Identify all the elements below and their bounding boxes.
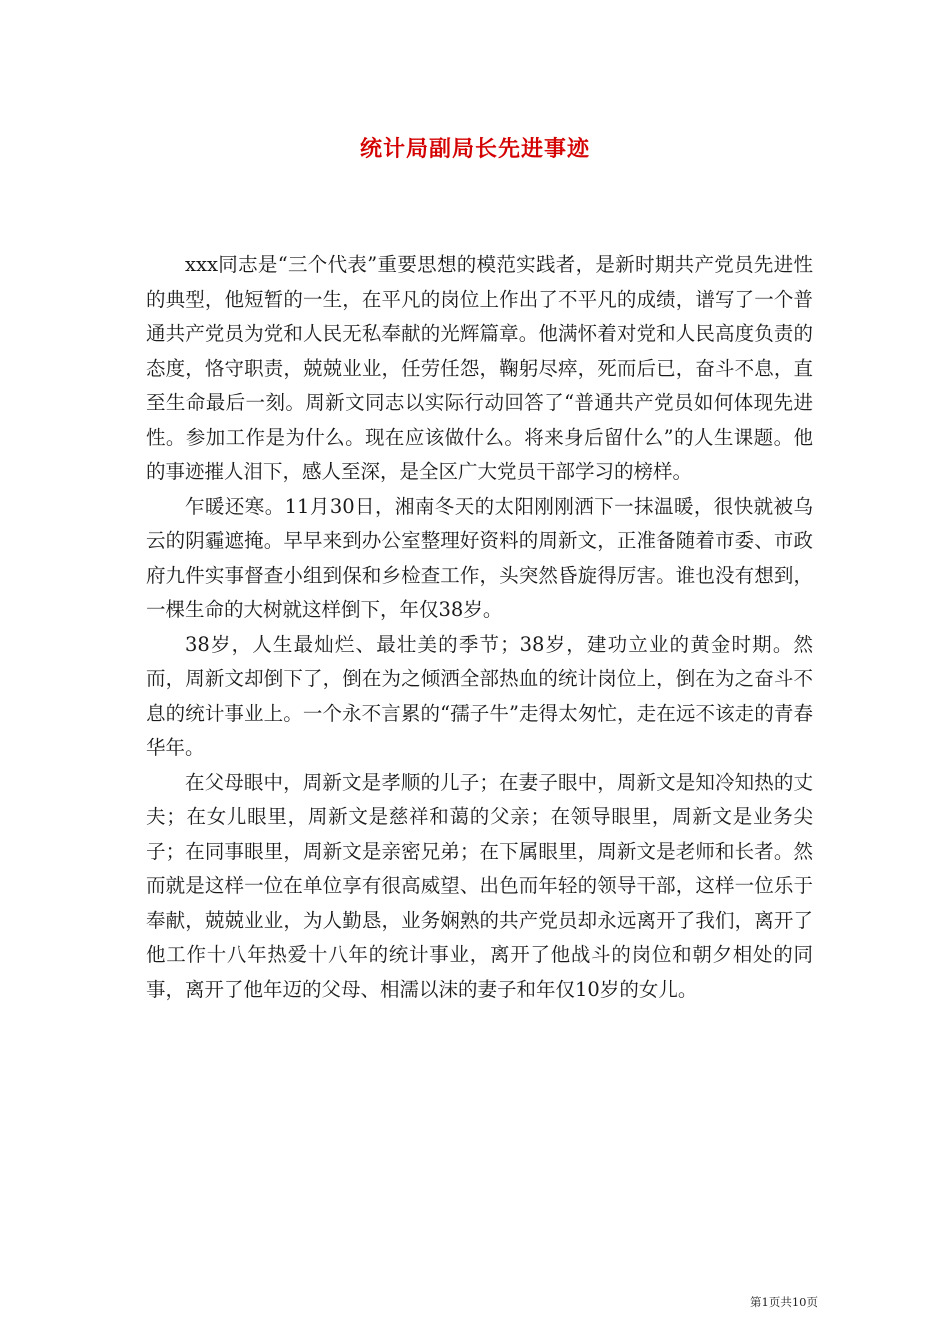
document-body <box>146 248 813 1007</box>
page-number: 第1页共10页 <box>750 1295 818 1309</box>
paragraph-4: 在父母眼中，周新文是孝顺的儿子；在妻子眼中，周新文是知冷知热的丈夫；在女儿眼里，周新文是慈祥和蔼的父亲；在领导眼里，周新文是业务尖子；在同事眼里，周新文是亲密兄弟；在下属眼里，周新文是老师和长者。然而就是这样一位在单位享有很高威望、出色而年轻的领导干部，这样一位乐于奉献，兢兢业业，为人勤恳，业务娴熟的共产党员却永远离开了我们，离开了他工作十八年热爱十八年的统计事业，离开了他战斗的岗位和朝夕相处的同事，离开了他年迈的父母、相濡以沫的妻子和年仅10岁的女儿。 <box>146 770 813 1001</box>
paragraph-2: 乍暖还寒。11月30日，湘南冬天的太阳刚刚洒下一抹温暖，很快就被乌云的阴霾遮掩。早早来到办公室整理好资料的周新文，正准备随着市委、市政府九件实事督查小组到保和乡检查工作，头突然昏旋得厉害。谁也没有想到，一棵生命的大树就这样倒下，年仅38岁。 <box>146 494 813 621</box>
paragraph-1: xxx同志是“三个代表”重要思想的模范实践者，是新时期共产党员先进性的典型，他短暂的一生，在平凡的岗位上作出了不平凡的成绩，谱写了一个普通共产党员为党和人民无私奉献的光辉篇章。他满怀着对党和人民高度负责的态度，恪守职责，兢兢业业，任劳任怨，鞠躬尽瘁，死而后已，奋斗不息，直至生命最后一刻。周新文同志以实际行动回答了“普通共产党员如何体现先进性。参加工作是为什么。现在应该做什么。将来身后留什么”的人生课题。他的事迹摧人泪下，感人至深，是全区广大党员干部学习的榜样。 <box>146 253 813 483</box>
paragraph-3: 38岁，人生最灿烂、最壮美的季节；38岁，建功立业的黄金时期。然而，周新文却倒下了，倒在为之倾洒全部热血的统计岗位上，倒在为之奋斗不息的统计事业上。一个永不言累的“孺子牛”走得太匆忙，走在远不该走的青春华年。 <box>146 632 813 759</box>
document-title: 统计局副局长先进事迹 <box>359 136 590 162</box>
